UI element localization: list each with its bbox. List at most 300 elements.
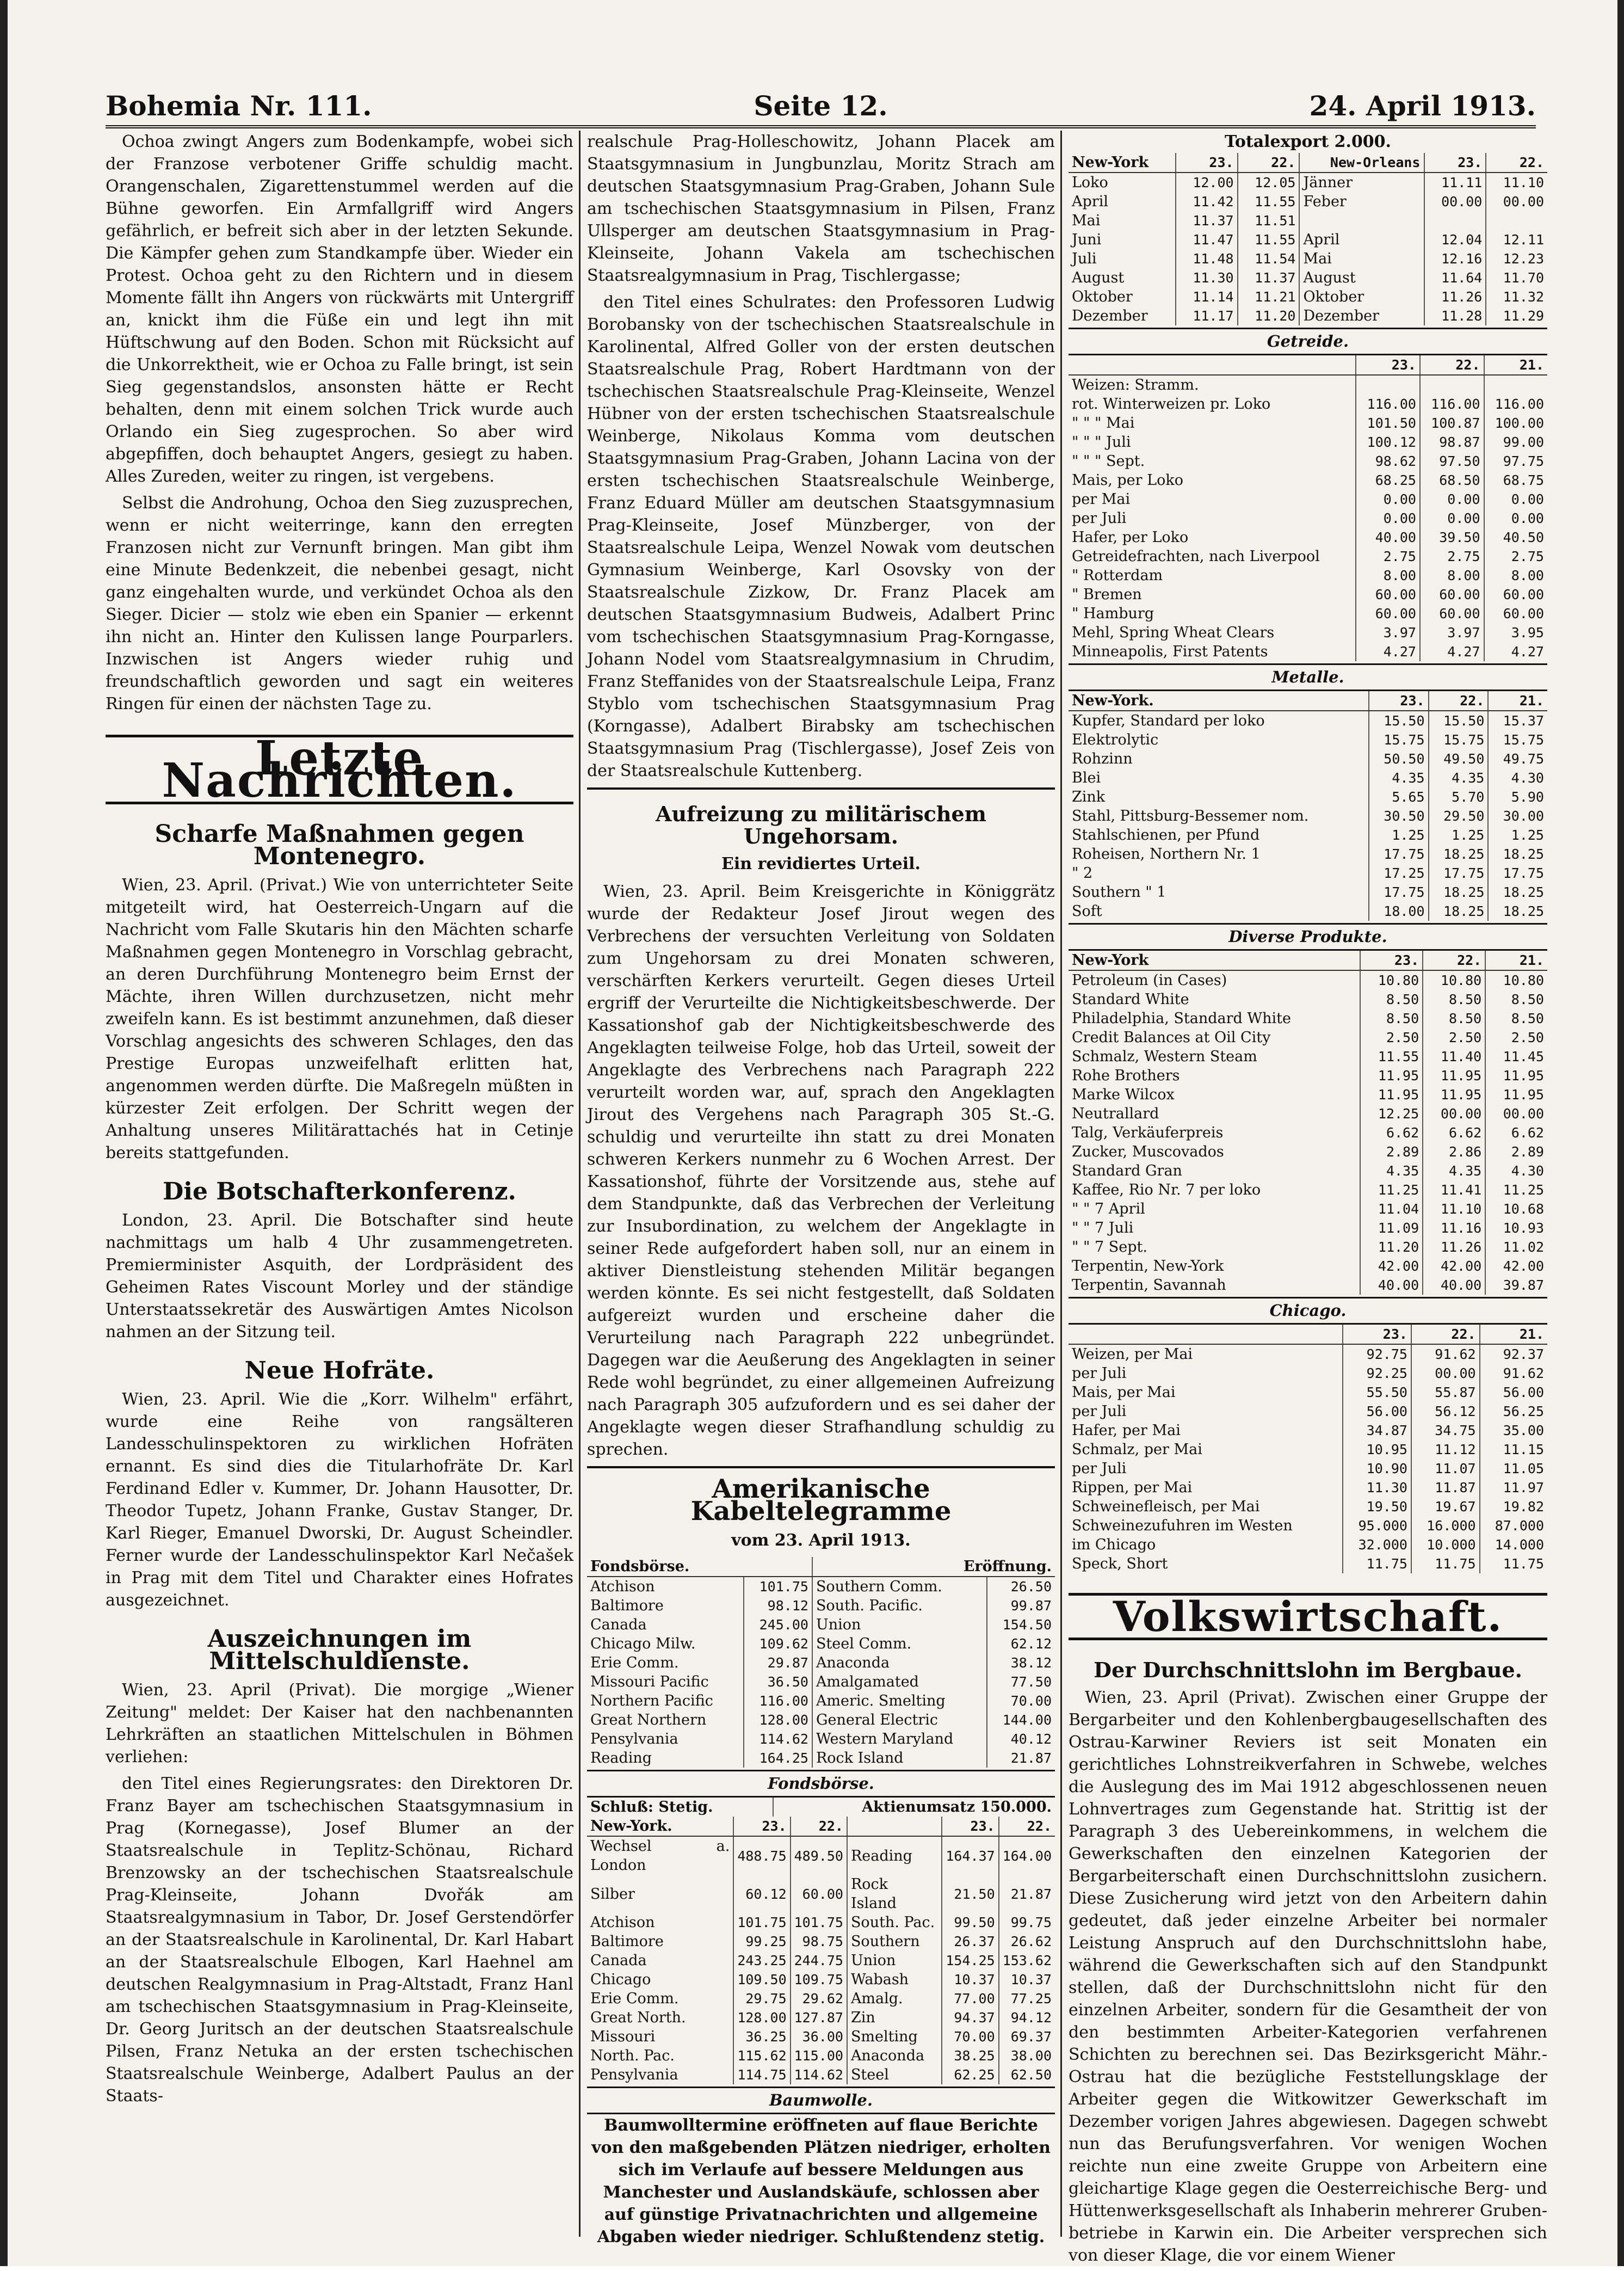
table-row bbox=[1069, 990, 1547, 1009]
table-section-title: Diverse Produkte. bbox=[1069, 923, 1547, 951]
table-row bbox=[1069, 1478, 1547, 1497]
table-cell: 5.65 bbox=[1369, 787, 1429, 807]
table-row bbox=[1069, 1123, 1547, 1142]
table-cell: 11.15 bbox=[1480, 1440, 1547, 1459]
table-cell: 62.50 bbox=[999, 2065, 1055, 2084]
table-cell: Weizen, per Mai bbox=[1072, 1346, 1193, 1363]
table-cell bbox=[1484, 375, 1547, 395]
table-row bbox=[587, 1710, 1055, 1730]
table-cell: Schmalz, Western Steam bbox=[1072, 1048, 1257, 1065]
table-row bbox=[587, 1691, 1055, 1710]
table-cell: Pensylvania bbox=[590, 2066, 678, 2083]
table-cell: 12.11 bbox=[1486, 230, 1547, 249]
table-cell: 36.50 bbox=[744, 1672, 812, 1691]
table-header: 22. bbox=[1423, 951, 1485, 970]
table-cell: 19.82 bbox=[1480, 1497, 1547, 1516]
table-cell: Steel Comm. bbox=[812, 1634, 987, 1653]
fondsboerse-table bbox=[587, 1557, 1055, 1768]
table-row bbox=[1069, 230, 1547, 249]
issue-date: 24. April 1913. bbox=[1309, 90, 1536, 122]
table-cell: " " 7 April bbox=[1072, 1201, 1145, 1217]
table-cell: Juni bbox=[1072, 231, 1102, 248]
table-cell: 11.54 bbox=[1238, 249, 1300, 268]
table-header: 23. bbox=[1424, 153, 1486, 173]
table-row bbox=[1069, 1199, 1547, 1218]
table-cell: 11.70 bbox=[1486, 268, 1547, 287]
table-cell: Dezember bbox=[1299, 306, 1424, 325]
table-cell: Soft bbox=[1072, 903, 1102, 920]
table-cell: 4.35 bbox=[1423, 1161, 1485, 1180]
headline: Scharfe Maßnahmen gegen Montenegro. bbox=[155, 820, 524, 870]
table-row bbox=[1069, 1085, 1547, 1104]
table-cell: 8.00 bbox=[1484, 566, 1547, 585]
table-cell: Union bbox=[847, 1951, 942, 1970]
table-cell: 2.75 bbox=[1356, 547, 1420, 566]
table-section-title: Baumwolle. bbox=[587, 2087, 1055, 2114]
table-cell: 2.50 bbox=[1423, 1028, 1485, 1047]
table-cell: 11.37 bbox=[1176, 211, 1238, 230]
table-cell: Missouri bbox=[590, 2028, 656, 2045]
article-paragraph: Wien, 23. April. Wie die „Korr. Wilhelm" erfährt, wurde eine Reihe von rangsälteren Landesschulinspektoren zu wirklichen Hofräten ernannt. Es sind dies die Titularhofräte Dr. Karl Ferdinand Edler v. Kummer, Dr. Johann Hausotter, Dr. Theodor Tupetz, Johann Franke, Gustav Stanger, Dr. Karl Rieger, Emanuel Dworski, Dr. August Scheindler. Ferner wurde der Landesschulinspektor Karl Nečašek in Prag mit dem Titel und Charakter eines Hofrates ausgezeichnet. bbox=[106, 1390, 573, 1610]
table-cell: Loko bbox=[1072, 174, 1108, 191]
table-row bbox=[587, 1875, 1055, 1913]
table-header: New-York bbox=[1069, 153, 1176, 173]
table-cell: 12.23 bbox=[1486, 249, 1547, 268]
table-cell: Kupfer, Standard per loko bbox=[1072, 712, 1265, 729]
table-cell: 62.12 bbox=[987, 1634, 1055, 1653]
table-cell: 0.00 bbox=[1420, 509, 1484, 528]
table-cell: 40.12 bbox=[987, 1730, 1055, 1749]
table-cell: 98.75 bbox=[791, 1932, 847, 1951]
table-row bbox=[1069, 970, 1547, 990]
table-cell: 115.00 bbox=[791, 2046, 847, 2065]
table-cell: Wechsel a. London bbox=[590, 1838, 730, 1874]
table-cell: 164.25 bbox=[744, 1749, 812, 1768]
table-row bbox=[587, 1836, 1055, 1875]
table-cell: 40.50 bbox=[1484, 528, 1547, 547]
table-row bbox=[1069, 749, 1547, 768]
headline: Die Botschafterkonferenz. bbox=[163, 1178, 516, 1205]
table-cell: 60.00 bbox=[791, 1875, 847, 1913]
table-cell: Terpentin, Savannah bbox=[1072, 1277, 1226, 1294]
table-row bbox=[1069, 249, 1547, 268]
table-cell: 116.00 bbox=[1484, 395, 1547, 414]
table-cell: 8.50 bbox=[1423, 1009, 1485, 1028]
table-cell: 8.50 bbox=[1360, 990, 1423, 1009]
table-cell: Feber bbox=[1299, 192, 1424, 211]
table-cell: " " " Juli bbox=[1072, 434, 1131, 451]
table-cell: Philadelphia, Standard White bbox=[1072, 1010, 1291, 1027]
table-row bbox=[587, 1951, 1055, 1970]
table-cell: 00.00 bbox=[1424, 192, 1486, 211]
table-row bbox=[1069, 192, 1547, 211]
table-cell: 11.87 bbox=[1411, 1478, 1480, 1497]
table-header: 21. bbox=[1488, 691, 1547, 711]
table-cell: Rohe Brothers bbox=[1072, 1067, 1180, 1084]
table-cell: Neutrallard bbox=[1072, 1105, 1159, 1122]
table-cell: 11.75 bbox=[1480, 1554, 1547, 1573]
table-row bbox=[1069, 1257, 1547, 1276]
table-cell: Kaffee, Rio Nr. 7 per loko bbox=[1072, 1181, 1261, 1198]
article-paragraph: Wien, 23. April. (Privat.) Wie von unterrichteter Seite mitgeteilt wird, hat Oesterreich-Ungarn auf die Nachricht vom Falle Skutaris hin den Mächten scharfe Maßnahmen gegen Montenegro in Vorschlag gebracht, an deren Durchführung Montenegro beim Ernst der Mächte, ihren Willen durchzusetzen, nicht mehr zweifeln kann. Es ist bestimmt anzunehmen, daß dieser Vorschlag angesichts des schweren Schlages, den das Prestige Europas unzweifelhaft erlitten hat, angenommen werden dürfte. Die Maßregeln müßten in kürzester Zeit erfolgen. Der Schritt wegen der Anhaltung unseres Militärattachés hat in Cetinje bereits stattgefunden. bbox=[106, 876, 573, 1162]
table-row bbox=[1069, 1516, 1547, 1535]
table-cell: Blei bbox=[1072, 770, 1101, 786]
table-cell: 56.12 bbox=[1411, 1402, 1480, 1421]
table-cell: Americ. Smelting bbox=[812, 1691, 987, 1710]
table-cell: 114.75 bbox=[733, 2065, 790, 2084]
table-row bbox=[1069, 173, 1547, 192]
table-cell: Mais, per Loko bbox=[1072, 472, 1183, 489]
table-cell: 116.00 bbox=[1420, 395, 1484, 414]
table-row bbox=[1069, 547, 1547, 566]
table-cell: 21.50 bbox=[942, 1875, 998, 1913]
table-cell: per Juli bbox=[1072, 1460, 1127, 1477]
table-row bbox=[587, 2027, 1055, 2046]
table-cell: 116.00 bbox=[1356, 395, 1420, 414]
table-cell: 489.50 bbox=[791, 1836, 847, 1875]
table-cell: 11.04 bbox=[1360, 1199, 1423, 1218]
table-cell: Juli bbox=[1072, 250, 1097, 267]
table-cell: Amalg. bbox=[847, 1989, 942, 2008]
table-cell: 128.00 bbox=[744, 1710, 812, 1730]
table-cell: 127.87 bbox=[791, 2008, 847, 2027]
table-row bbox=[587, 2046, 1055, 2065]
table-cell: Baltimore bbox=[590, 1597, 664, 1614]
table-cell: 10.80 bbox=[1423, 970, 1485, 990]
table-cell: 6.62 bbox=[1423, 1123, 1485, 1142]
table-cell: 70.00 bbox=[987, 1691, 1055, 1710]
table-cell: 11.16 bbox=[1423, 1218, 1485, 1238]
table-cell: 92.25 bbox=[1343, 1364, 1411, 1383]
table-cell: 10.93 bbox=[1485, 1218, 1547, 1238]
table-row bbox=[1069, 768, 1547, 787]
table-cell: 11.75 bbox=[1343, 1554, 1411, 1573]
table-cell: 100.00 bbox=[1484, 414, 1547, 433]
table-section-title: Fondsbörse. bbox=[587, 1770, 1055, 1798]
table-cell: 11.30 bbox=[1343, 1478, 1411, 1497]
table-cell: August bbox=[1299, 268, 1424, 287]
table-row bbox=[1069, 471, 1547, 490]
table-cell: Schmalz, per Mai bbox=[1072, 1441, 1202, 1458]
table-row bbox=[1069, 585, 1547, 604]
table-cell: General Electric bbox=[812, 1710, 987, 1730]
table-cell: " " 7 Juli bbox=[1072, 1220, 1134, 1236]
table-row bbox=[1069, 1028, 1547, 1047]
table-cell: 26.50 bbox=[987, 1577, 1055, 1596]
table-cell: 18.25 bbox=[1488, 845, 1547, 864]
table-cell: 11.20 bbox=[1360, 1238, 1423, 1257]
table-cell: 18.25 bbox=[1488, 883, 1547, 902]
table-cell: 5.70 bbox=[1429, 787, 1489, 807]
table-cell: 2.89 bbox=[1360, 1142, 1423, 1161]
table-row bbox=[587, 1913, 1055, 1932]
table-cell: 8.50 bbox=[1360, 1009, 1423, 1028]
table-cell: 488.75 bbox=[733, 1836, 790, 1875]
table-cell: Zin bbox=[847, 2008, 942, 2027]
table-cell: 99.25 bbox=[733, 1932, 790, 1951]
table-cell: 26.37 bbox=[942, 1932, 998, 1951]
table-cell: 4.35 bbox=[1360, 1161, 1423, 1180]
table-cell: Marke Wilcox bbox=[1072, 1086, 1175, 1103]
table-cell: 00.00 bbox=[1485, 1104, 1547, 1123]
table-cell: South. Pac. bbox=[847, 1913, 942, 1932]
table-cell: 243.25 bbox=[733, 1951, 790, 1970]
table-cell: 68.25 bbox=[1356, 471, 1420, 490]
table-cell: Stahl, Pittsburg-Bessemer nom. bbox=[1072, 808, 1309, 824]
table-cell: Missouri Pacific bbox=[590, 1673, 709, 1690]
table-cell: 39.87 bbox=[1485, 1276, 1547, 1295]
table-row bbox=[1069, 1421, 1547, 1440]
schluss-left: Schluß: Stetig. bbox=[590, 1799, 713, 1815]
table-cell: 00.00 bbox=[1486, 192, 1547, 211]
table-row bbox=[587, 1634, 1055, 1653]
total-export: Totalexport 2.000. bbox=[1224, 132, 1392, 151]
table-header: New-York. bbox=[587, 1817, 733, 1836]
headline-kabeltelegramme: Amerikanische Kabeltelegramme bbox=[690, 1474, 952, 1527]
table-header: 23. bbox=[1343, 1325, 1411, 1344]
table-cell: Baltimore bbox=[590, 1933, 664, 1950]
table-cell: 34.75 bbox=[1411, 1421, 1480, 1440]
table-header: 22. bbox=[999, 1817, 1055, 1836]
table-cell: 109.62 bbox=[744, 1634, 812, 1653]
table-cell: 60.00 bbox=[1484, 585, 1547, 604]
table-row bbox=[1069, 433, 1547, 452]
table-cell: 15.37 bbox=[1488, 711, 1547, 730]
table-header bbox=[1069, 1325, 1343, 1344]
table-cell: 11.05 bbox=[1480, 1459, 1547, 1478]
table-row bbox=[587, 2008, 1055, 2027]
table-cell: 38.12 bbox=[987, 1653, 1055, 1672]
table-cell: 100.12 bbox=[1356, 433, 1420, 452]
table-cell: 92.75 bbox=[1343, 1344, 1411, 1364]
table-cell: 11.41 bbox=[1423, 1180, 1485, 1199]
table-cell: 10.90 bbox=[1343, 1459, 1411, 1478]
table-cell: 11.09 bbox=[1360, 1218, 1423, 1238]
table-cell: Weizen: Stramm. bbox=[1072, 377, 1199, 393]
table-cell: Southern " 1 bbox=[1072, 884, 1166, 901]
table-cell: Reading bbox=[590, 1750, 652, 1767]
table-cell: 101.75 bbox=[791, 1913, 847, 1932]
table-cell: 11.10 bbox=[1486, 173, 1547, 192]
table-cell: Pensylvania bbox=[590, 1731, 678, 1747]
table-row bbox=[1069, 490, 1547, 509]
table-cell: 2.50 bbox=[1360, 1028, 1423, 1047]
table-cell: per Juli bbox=[1072, 1365, 1127, 1382]
table-cell: 56.25 bbox=[1480, 1402, 1547, 1421]
table-cell: 98.87 bbox=[1420, 433, 1484, 452]
table-cell: 11.75 bbox=[1411, 1554, 1480, 1573]
article-paragraph: realschule Prag-Holleschowitz, Johann Placek am Staatsgymnasium in Jungbunzlau, Moritz Strach am deutschen Staatsgymnasium Prag-Graben, Johann Sule am tschechischen Staatsgymnasium in Pilsen, Franz Ullsperger am deutschen Staatsgymnasium in Prag-Kleinseite, Johann Vakela am tschechischen Staatsrealgymnasium in Prag, Tischlergasse; bbox=[587, 132, 1055, 285]
table-cell: 15.75 bbox=[1488, 730, 1547, 749]
table-cell: Atchison bbox=[590, 1914, 655, 1931]
table-cell: 68.50 bbox=[1420, 471, 1484, 490]
table-cell: 11.30 bbox=[1176, 268, 1238, 287]
headline: Neue Hofräte. bbox=[244, 1357, 435, 1384]
table-cell: 32.000 bbox=[1343, 1535, 1411, 1554]
table-cell: 99.87 bbox=[987, 1596, 1055, 1615]
table-cell: Western Maryland bbox=[812, 1730, 987, 1749]
table-cell: Rippen, per Mai bbox=[1072, 1479, 1193, 1496]
table-cell: 8.50 bbox=[1423, 990, 1485, 1009]
table-row bbox=[587, 1615, 1055, 1634]
table-row bbox=[1069, 845, 1547, 864]
table-cell: " 2 bbox=[1072, 865, 1093, 882]
table-cell: Oktober bbox=[1299, 287, 1424, 306]
table-cell: 56.00 bbox=[1343, 1402, 1411, 1421]
table-cell: 14.000 bbox=[1480, 1535, 1547, 1554]
table-cell: 92.37 bbox=[1480, 1344, 1547, 1364]
table-cell: Elektrolytic bbox=[1072, 731, 1159, 748]
table-cell: North. Pac. bbox=[590, 2047, 675, 2064]
table-cell: 94.12 bbox=[999, 2008, 1055, 2027]
table-cell: 2.89 bbox=[1485, 1142, 1547, 1161]
table-cell: Stahlschienen, per Pfund bbox=[1072, 827, 1260, 844]
table-cell: Oktober bbox=[1072, 288, 1133, 305]
table-row bbox=[587, 1730, 1055, 1749]
table-header: 22. bbox=[791, 1817, 847, 1836]
table-row bbox=[1069, 1142, 1547, 1161]
table-row bbox=[1069, 395, 1547, 414]
table-cell: rot. Winterweizen pr. Loko bbox=[1072, 396, 1271, 413]
table-row bbox=[1069, 1066, 1547, 1085]
table-cell: Hafer, per Mai bbox=[1072, 1422, 1181, 1439]
table-cell: Canada bbox=[590, 1616, 647, 1633]
page-number: Seite 12. bbox=[754, 90, 888, 122]
table-row bbox=[1069, 1009, 1547, 1028]
table-cell: 18.25 bbox=[1429, 902, 1489, 921]
table-cell: 3.97 bbox=[1356, 623, 1420, 642]
section-title-volkswirtschaft: Volkswirtschaft. bbox=[1069, 1593, 1547, 1640]
table-cell: Silber bbox=[590, 1885, 635, 1903]
table-row bbox=[1069, 1344, 1547, 1364]
table-cell: im Chicago bbox=[1072, 1536, 1156, 1553]
table-cell: 56.00 bbox=[1480, 1383, 1547, 1402]
table-cell: 15.75 bbox=[1369, 730, 1429, 749]
table-row bbox=[1069, 864, 1547, 883]
table-row bbox=[587, 1989, 1055, 2008]
table-cell: Northern Pacific bbox=[590, 1693, 713, 1709]
table-cell: Roheisen, Northern Nr. 1 bbox=[1072, 846, 1261, 863]
table-row bbox=[1069, 642, 1547, 661]
table-cell: " " 7 Sept. bbox=[1072, 1239, 1147, 1255]
table-cell: 12.00 bbox=[1176, 173, 1238, 192]
article-paragraph: Baumwolltermine eröffneten auf flaue Berichte von den maßgebenden Plätzen niedriger, erholten sich im Verlaufe auf bessere Meldungen aus Manchester und Auslandskäufe, schlossen aber auf günstige Privatnachrichten und allgemeine Abgaben wieder niedriger. Schlußtendenz stetig. bbox=[591, 2116, 1051, 2247]
table-cell: 154.25 bbox=[942, 1951, 998, 1970]
table-cell: 17.75 bbox=[1429, 864, 1489, 883]
table-cell: 18.25 bbox=[1429, 883, 1489, 902]
table-cell: 29.75 bbox=[733, 1989, 790, 2008]
table-cell: 50.50 bbox=[1369, 749, 1429, 768]
table-cell: 55.87 bbox=[1411, 1383, 1480, 1402]
article-paragraph: London, 23. April. Die Botschafter sind heute nachmittags um halb 4 Uhr zusammengetreten. Premierminister Asquith, der Lordpräsident des Geheimen Rates Viscount Morley und der ständige Unterstaatssekretär des Auswärtigen Amtes Nicolson nahmen an der Sitzung teil. bbox=[106, 1211, 573, 1341]
table-cell: 60.00 bbox=[1356, 604, 1420, 623]
table-cell: 19.67 bbox=[1411, 1497, 1480, 1516]
table-cell: Zucker, Muscovados bbox=[1072, 1143, 1224, 1160]
table-cell: 30.50 bbox=[1369, 807, 1429, 826]
article-paragraph: Selbst die Androhung, Ochoa den Sieg zuzusprechen, wenn er nicht weiterringe, kann den erregten Franzosen nicht zur Vernunft bringen. Man gibt ihm eine Minute Bedenkzeit, die nebenbei gesagt, nicht ganz eingehalten wurde, und verkündet Ochoa als den Sieger. Dicier — stolz wie eben ein Spanier — erkennt ihn nicht an. Hinter den Kulissen lange Pourparlers. Inzwischen ist Angers wieder ruhig und freundschaftlich geworden und sagt ein weiteres Ringen für einen der nächsten Tage zu. bbox=[106, 494, 573, 713]
table-row bbox=[1069, 566, 1547, 585]
table-cell: 87.000 bbox=[1480, 1516, 1547, 1535]
table-header: 23. bbox=[1176, 153, 1238, 173]
table-cell: Southern Comm. bbox=[812, 1577, 987, 1596]
divider bbox=[587, 787, 1055, 790]
table-cell: 62.25 bbox=[942, 2065, 998, 2084]
table-cell: 36.25 bbox=[733, 2027, 790, 2046]
table-cell: 1.25 bbox=[1369, 826, 1429, 845]
table-cell bbox=[1486, 211, 1547, 230]
table-cell: 4.27 bbox=[1420, 642, 1484, 661]
table-cell: Anaconda bbox=[812, 1653, 987, 1672]
table-row bbox=[587, 1577, 1055, 1596]
table-row bbox=[1069, 1535, 1547, 1554]
schluss-row bbox=[587, 1798, 1055, 1817]
table-cell: Standard Gran bbox=[1072, 1162, 1182, 1179]
table-cell: 0.00 bbox=[1420, 490, 1484, 509]
table-cell: 21.87 bbox=[999, 1875, 1055, 1913]
table-cell: Great Northern bbox=[590, 1712, 707, 1728]
table-header: Eröffnung. bbox=[812, 1557, 1055, 1577]
table-cell: 11.95 bbox=[1423, 1066, 1485, 1085]
table-row bbox=[1069, 1364, 1547, 1383]
table-cell: 30.00 bbox=[1488, 807, 1547, 826]
table-cell: 154.50 bbox=[987, 1615, 1055, 1634]
table-cell: 91.62 bbox=[1480, 1364, 1547, 1383]
table-cell: 11.97 bbox=[1480, 1478, 1547, 1497]
table-cell: 10.37 bbox=[999, 1970, 1055, 1989]
table-cell: 11.42 bbox=[1176, 192, 1238, 211]
table-cell: 0.00 bbox=[1484, 490, 1547, 509]
table-cell: April bbox=[1072, 193, 1108, 210]
table-cell: 164.37 bbox=[942, 1836, 998, 1875]
table-cell: Southern bbox=[847, 1932, 942, 1951]
table-section-title: Chicago. bbox=[1069, 1297, 1547, 1325]
table-row bbox=[1069, 902, 1547, 921]
table-cell: 42.00 bbox=[1485, 1257, 1547, 1276]
table-row bbox=[1069, 509, 1547, 528]
table-row bbox=[1069, 1238, 1547, 1257]
table-row bbox=[587, 1672, 1055, 1691]
table-cell: 18.00 bbox=[1369, 902, 1429, 921]
table-cell: 15.75 bbox=[1429, 730, 1489, 749]
table-row bbox=[1069, 1383, 1547, 1402]
table-cell: 11.11 bbox=[1424, 173, 1486, 192]
table-cell: 11.40 bbox=[1423, 1047, 1485, 1066]
column-divider bbox=[1060, 131, 1062, 2237]
table-cell: per Juli bbox=[1072, 510, 1127, 527]
table-row bbox=[1069, 604, 1547, 623]
table-cell: Atchison bbox=[590, 1578, 655, 1595]
table-cell: 15.50 bbox=[1369, 711, 1429, 730]
table-cell: " " " Sept. bbox=[1072, 453, 1145, 470]
table-cell: 10.68 bbox=[1485, 1199, 1547, 1218]
table-header: 21. bbox=[1485, 951, 1547, 970]
table-header: 22. bbox=[1411, 1325, 1480, 1344]
table-cell: 11.25 bbox=[1485, 1180, 1547, 1199]
table-cell: 11.12 bbox=[1411, 1440, 1480, 1459]
headline: Aufreizung zu militärischem Ungehorsam. bbox=[656, 802, 986, 848]
table-header: New-Orleans bbox=[1299, 153, 1424, 173]
table-cell: 5.90 bbox=[1488, 787, 1547, 807]
table-cell: Anaconda bbox=[847, 2046, 942, 2065]
table-cell: 18.25 bbox=[1488, 902, 1547, 921]
kabel-date: vom 23. April 1913. bbox=[731, 1531, 911, 1550]
table-row bbox=[1069, 1161, 1547, 1180]
table-cell: 17.75 bbox=[1488, 864, 1547, 883]
table-header: 22. bbox=[1238, 153, 1300, 173]
table-cell: 19.50 bbox=[1343, 1497, 1411, 1516]
table-cell: Zink bbox=[1072, 789, 1106, 805]
table-cell: Schweinefleisch, per Mai bbox=[1072, 1498, 1260, 1515]
